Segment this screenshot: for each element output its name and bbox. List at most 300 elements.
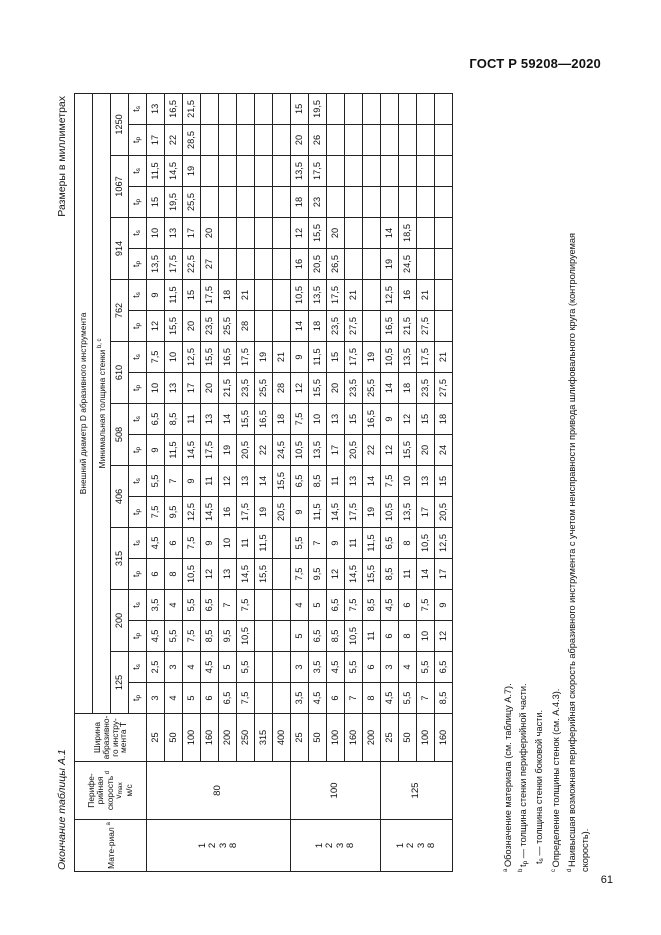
thickness-cell (417, 125, 435, 156)
thickness-cell: 11 (183, 404, 201, 435)
thickness-cell: 28 (273, 373, 291, 404)
ts-col-header (129, 404, 147, 435)
thickness-cell: 11,5 (363, 528, 381, 559)
width-cell: 250 (237, 714, 255, 762)
thickness-cell: 22 (255, 435, 273, 466)
material-code: 1 (314, 842, 326, 849)
tp-symbol: t (131, 264, 142, 268)
thickness-cell: 12 (381, 435, 399, 466)
thickness-cell: 4 (165, 590, 183, 621)
thickness-cell: 27,5 (345, 311, 363, 342)
thickness-cell (345, 125, 363, 156)
thickness-cell: 10 (147, 218, 165, 249)
thickness-cell (255, 125, 273, 156)
thickness-cell (345, 93, 363, 124)
thickness-cell: 15,5 (363, 559, 381, 590)
thickness-cell: 4,5 (147, 621, 165, 652)
material-code: 1 (395, 842, 407, 849)
thickness-cell: 11,5 (147, 156, 165, 187)
thickness-cell (273, 187, 291, 218)
thickness-cell: 6 (327, 683, 345, 714)
thickness-cell (381, 187, 399, 218)
thickness-cell: 10,5 (291, 435, 309, 466)
tp-symbol: t (131, 326, 142, 330)
thickness-cell: 6,5 (291, 466, 309, 497)
ts-symbol: t (131, 109, 142, 112)
material-cell (291, 820, 381, 872)
thickness-cell: 11 (345, 528, 363, 559)
thickness-cell: 12 (327, 559, 345, 590)
ts-col-header (129, 652, 147, 683)
thickness-cell (327, 125, 345, 156)
ts-col-header (129, 466, 147, 497)
thickness-cell: 8,5 (435, 683, 453, 714)
ts-col-header (129, 280, 147, 311)
width-cell: 25 (147, 714, 165, 762)
diameter-1067: 1067 (111, 156, 129, 218)
thickness-cell: 19 (255, 497, 273, 528)
thickness-cell: 13,5 (309, 435, 327, 466)
thickness-cell (417, 249, 435, 280)
data-table (74, 93, 453, 872)
thickness-cell: 7 (345, 683, 363, 714)
thickness-cell: 11,5 (165, 435, 183, 466)
thickness-cell: 15 (345, 404, 363, 435)
thickness-cell (237, 156, 255, 187)
thickness-cell (273, 559, 291, 590)
thickness-cell: 9,5 (219, 621, 237, 652)
tp-symbol: t (131, 202, 142, 206)
footnote-text: Определение толщины стенок (см. А.4.3). (551, 688, 562, 868)
thickness-cell: 15 (327, 342, 345, 373)
diameter-762: 762 (111, 280, 129, 342)
thickness-cell: 4,5 (147, 528, 165, 559)
thickness-cell: 23 (309, 187, 327, 218)
thickness-cell (255, 621, 273, 652)
thickness-cell: 12 (435, 621, 453, 652)
footnotes (500, 94, 592, 872)
thickness-cell: 21 (435, 342, 453, 373)
diameter-200: 200 (111, 590, 129, 652)
diameter-1250: 1250 (111, 93, 129, 155)
thickness-cell: 21,5 (399, 311, 417, 342)
thickness-cell: 15,5 (255, 559, 273, 590)
speed-subscript: max (117, 782, 125, 795)
ts-symbol: t (131, 295, 142, 298)
thickness-cell: 17 (327, 435, 345, 466)
tp-col-header (129, 125, 147, 156)
width-cell: 25 (381, 714, 399, 762)
thickness-cell: 9 (291, 497, 309, 528)
table-caption: Окончание таблицы А.1 (56, 749, 68, 870)
thickness-cell: 19 (381, 249, 399, 280)
thickness-cell: 14 (417, 559, 435, 590)
ts-col-header (129, 218, 147, 249)
thickness-cell: 4 (183, 652, 201, 683)
header-row-1 (75, 93, 93, 871)
thickness-cell (201, 187, 219, 218)
thickness-cell: 27,5 (417, 311, 435, 342)
thickness-cell (273, 280, 291, 311)
table-row (345, 93, 363, 871)
thickness-cell: 11,5 (255, 528, 273, 559)
thickness-cell (327, 187, 345, 218)
thickness-cell: 5,5 (417, 652, 435, 683)
ts-symbol: t (131, 667, 142, 670)
thickness-cell: 13 (165, 373, 183, 404)
tp-symbol: t (131, 636, 142, 640)
thickness-cell: 5,5 (237, 652, 255, 683)
thickness-cell: 6 (363, 652, 381, 683)
material-code: 2 (405, 842, 417, 849)
ts-col-header (129, 156, 147, 187)
tp-col-header (129, 373, 147, 404)
thickness-cell: 9 (147, 435, 165, 466)
thickness-cell: 14,5 (183, 435, 201, 466)
thickness-cell: 24 (435, 435, 453, 466)
thickness-cell: 4,5 (201, 652, 219, 683)
ts-subscript: s (135, 602, 143, 606)
thickness-cell: 20 (327, 373, 345, 404)
thickness-cell: 5 (309, 590, 327, 621)
width-cell: 50 (399, 714, 417, 762)
thickness-cell: 9,5 (165, 497, 183, 528)
thickness-cell: 16,5 (363, 404, 381, 435)
thickness-cell: 14 (381, 218, 399, 249)
thickness-cell: 11 (399, 559, 417, 590)
thickness-cell: 8 (399, 528, 417, 559)
table-row (273, 93, 291, 871)
thickness-cell: 8 (363, 683, 381, 714)
thickness-cell: 8,5 (309, 466, 327, 497)
thickness-cell: 14,5 (165, 156, 183, 187)
speed-label: Перифе-рийная скорость (85, 773, 115, 811)
thickness-cell: 22 (363, 435, 381, 466)
tp-subscript: p (135, 508, 143, 513)
thickness-cell: 5 (183, 683, 201, 714)
thickness-cell: 13 (345, 466, 363, 497)
thickness-cell (363, 218, 381, 249)
thickness-cell: 26,5 (327, 249, 345, 280)
table-row (309, 93, 327, 871)
thickness-cell: 14 (381, 373, 399, 404)
thickness-cell (273, 93, 291, 124)
thickness-cell: 18 (273, 404, 291, 435)
thickness-cell: 6 (381, 621, 399, 652)
thickness-cell (363, 125, 381, 156)
thickness-cell (399, 93, 417, 124)
thickness-cell: 9 (183, 466, 201, 497)
thickness-cell: 21 (273, 342, 291, 373)
thickness-cell: 15,5 (309, 373, 327, 404)
thickness-cell: 16 (291, 249, 309, 280)
diameter-406: 406 (111, 466, 129, 528)
thickness-cell: 7,5 (291, 404, 309, 435)
thickness-cell: 4,5 (381, 683, 399, 714)
ts-symbol: t (131, 233, 142, 236)
thickness-cell: 24,5 (273, 435, 291, 466)
thickness-cell: 15,5 (399, 435, 417, 466)
tp-subscript: p (135, 632, 143, 637)
thickness-cell: 8,5 (165, 404, 183, 435)
thickness-cell: 16,5 (219, 342, 237, 373)
width-cell: 160 (201, 714, 219, 762)
thickness-cell: 20,5 (309, 249, 327, 280)
thickness-cell: 10 (417, 621, 435, 652)
thickness-cell: 21,5 (219, 373, 237, 404)
thickness-cell: 9 (201, 528, 219, 559)
footnote-continuation: скорость). (580, 828, 591, 872)
thickness-cell (399, 187, 417, 218)
table-row (291, 93, 309, 871)
thickness-cell: 15,5 (237, 404, 255, 435)
thickness-cell: 8,5 (381, 559, 399, 590)
thickness-cell (345, 156, 363, 187)
thickness-cell (363, 93, 381, 124)
thickness-cell (273, 590, 291, 621)
thickness-cell: 15 (435, 466, 453, 497)
thickness-cell: 20,5 (345, 435, 363, 466)
material-code: 3 (415, 842, 427, 849)
thickness-cell: 17 (417, 497, 435, 528)
tp-subscript: p (135, 446, 143, 451)
thickness-cell: 17,5 (309, 156, 327, 187)
thickness-cell (417, 187, 435, 218)
thickness-cell: 10,5 (291, 280, 309, 311)
thickness-cell: 5,5 (291, 528, 309, 559)
thickness-cell: 5 (291, 621, 309, 652)
diameter-315: 315 (111, 528, 129, 590)
thickness-cell (273, 218, 291, 249)
thickness-cell (255, 93, 273, 124)
thickness-cell (345, 187, 363, 218)
tp-col-header (129, 497, 147, 528)
thickness-cell: 15 (291, 93, 309, 124)
thickness-cell: 4,5 (381, 590, 399, 621)
speed-cell: 80 (147, 762, 291, 820)
footnote-mark: d (566, 866, 573, 872)
thickness-cell (219, 249, 237, 280)
thickness-cell: 15 (417, 404, 435, 435)
thickness-cell: 3,5 (309, 652, 327, 683)
tp-col-header (129, 311, 147, 342)
thickness-cell: 16 (399, 280, 417, 311)
thickness-cell: 8,5 (201, 621, 219, 652)
page-number: 61 (600, 874, 613, 886)
table-row (417, 93, 435, 871)
thickness-cell: 15 (147, 187, 165, 218)
ts-symbol: t (131, 481, 142, 484)
thickness-cell: 7,5 (345, 590, 363, 621)
thickness-cell (201, 93, 219, 124)
thickness-cell: 12 (147, 311, 165, 342)
table-row (435, 93, 453, 871)
diameter-914: 914 (111, 218, 129, 280)
table-row (201, 93, 219, 871)
footnote (500, 94, 515, 872)
thickness-cell (417, 156, 435, 187)
thickness-cell: 25,5 (183, 187, 201, 218)
ts-subscript: s (135, 354, 143, 358)
thickness-cell: 12 (219, 466, 237, 497)
thickness-cell: 19 (363, 497, 381, 528)
standard-header: ГОСТ Р 59208—2020 (469, 56, 601, 71)
table-row (219, 93, 237, 871)
thickness-cell: 10 (147, 373, 165, 404)
ts-subscript: s (135, 292, 143, 296)
thickness-cell (201, 125, 219, 156)
thickness-cell: 4,5 (309, 683, 327, 714)
thickness-cell: 14,5 (201, 497, 219, 528)
thickness-cell: 7 (165, 466, 183, 497)
thickness-cell: 7 (309, 528, 327, 559)
thickness-cell: 16,5 (381, 311, 399, 342)
footnote-text: Обозначение материала (см. таблицу А.7). (503, 683, 513, 867)
thickness-cell: 27,5 (435, 373, 453, 404)
thickness-cell: 7,5 (237, 683, 255, 714)
speed-unit: м/с (124, 784, 135, 797)
thickness-cell: 22,5 (183, 249, 201, 280)
thickness-cell (255, 187, 273, 218)
thickness-cell: 6,5 (381, 528, 399, 559)
thickness-cell: 10,5 (381, 497, 399, 528)
diameter-610: 610 (111, 342, 129, 404)
table-row (183, 93, 201, 871)
thickness-cell (345, 249, 363, 280)
thickness-cell: 11,5 (165, 280, 183, 311)
thickness-cell: 17 (183, 218, 201, 249)
thickness-cell: 23,5 (417, 373, 435, 404)
width-cell: 200 (219, 714, 237, 762)
thickness-cell: 28 (237, 311, 255, 342)
thickness-cell: 6 (201, 683, 219, 714)
thickness-cell (255, 249, 273, 280)
ts-symbol: t (131, 419, 142, 422)
thickness-cell (417, 218, 435, 249)
thickness-cell: 19 (183, 156, 201, 187)
tp-symbol: t (131, 512, 142, 516)
thickness-cell: 17,5 (165, 249, 183, 280)
thickness-cell: 17,5 (201, 435, 219, 466)
thickness-cell: 5,5 (345, 652, 363, 683)
thickness-cell (273, 621, 291, 652)
thickness-cell (435, 311, 453, 342)
thickness-cell: 13 (327, 404, 345, 435)
thickness-cell: 24,5 (399, 249, 417, 280)
width-header: Ширина абразивно-го инстру-мента T (75, 714, 147, 762)
thickness-cell: 19,5 (309, 93, 327, 124)
thickness-cell (381, 93, 399, 124)
thickness-cell: 14 (363, 466, 381, 497)
footnote-mark: b (518, 866, 525, 872)
material-label: Мате-риал (105, 827, 116, 869)
outer-diameter-header: Внешний диаметр D абразивного инструмента (75, 93, 93, 713)
thickness-cell: 14 (255, 466, 273, 497)
thickness-cell: 11,5 (309, 342, 327, 373)
table-row (237, 93, 255, 871)
thickness-cell (327, 93, 345, 124)
footnote-symbol: t (518, 864, 529, 867)
thickness-cell (435, 125, 453, 156)
thickness-cell (435, 218, 453, 249)
thickness-cell: 15,5 (273, 466, 291, 497)
thickness-cell: 8,5 (363, 590, 381, 621)
thickness-cell: 19 (219, 435, 237, 466)
thickness-cell (255, 311, 273, 342)
width-cell: 160 (435, 714, 453, 762)
thickness-cell: 12 (291, 218, 309, 249)
table-row (363, 93, 381, 871)
thickness-cell: 13 (219, 559, 237, 590)
thickness-cell (327, 156, 345, 187)
thickness-cell: 12,5 (381, 280, 399, 311)
thickness-cell: 7,5 (183, 528, 201, 559)
thickness-cell (219, 187, 237, 218)
table-row (399, 93, 417, 871)
thickness-cell (219, 125, 237, 156)
thickness-cell (237, 93, 255, 124)
thickness-cell: 17,5 (201, 280, 219, 311)
thickness-cell (399, 125, 417, 156)
thickness-cell (273, 125, 291, 156)
tp-symbol: t (131, 574, 142, 578)
thickness-cell: 17 (183, 373, 201, 404)
material-code: 3 (217, 842, 229, 849)
thickness-cell: 22 (165, 125, 183, 156)
thickness-cell (435, 249, 453, 280)
thickness-cell: 20 (417, 435, 435, 466)
thickness-cell: 14 (219, 404, 237, 435)
thickness-cell: 7,5 (381, 466, 399, 497)
thickness-cell: 23,5 (327, 311, 345, 342)
thickness-cell: 20 (183, 311, 201, 342)
thickness-cell: 7,5 (291, 559, 309, 590)
footnote (548, 94, 563, 872)
thickness-cell: 10 (399, 466, 417, 497)
thickness-cell: 14,5 (345, 559, 363, 590)
ts-subscript: s (135, 416, 143, 420)
tp-col-header (129, 435, 147, 466)
thickness-cell: 8 (165, 559, 183, 590)
thickness-cell: 4 (399, 652, 417, 683)
thickness-cell: 2,5 (147, 652, 165, 683)
width-cell: 400 (273, 714, 291, 762)
width-cell: 100 (183, 714, 201, 762)
units-caption: Размеры в миллиметрах (56, 96, 68, 217)
thickness-cell: 12,5 (183, 497, 201, 528)
thickness-cell: 6 (399, 590, 417, 621)
thickness-cell: 3 (291, 652, 309, 683)
thickness-cell: 21 (237, 280, 255, 311)
thickness-cell (273, 311, 291, 342)
tp-symbol: t (131, 140, 142, 144)
ts-subscript: s (135, 230, 143, 234)
min-wall-label: Минимальная толщина стенки (96, 349, 107, 469)
thickness-cell (255, 590, 273, 621)
thickness-cell: 13,5 (147, 249, 165, 280)
rotated-page-content (56, 94, 591, 872)
thickness-cell: 3 (165, 652, 183, 683)
thickness-cell: 18 (219, 280, 237, 311)
diameter-125: 125 (111, 652, 129, 714)
thickness-cell: 12 (201, 559, 219, 590)
thickness-cell: 14,5 (327, 497, 345, 528)
thickness-cell: 17,5 (237, 342, 255, 373)
thickness-cell (435, 187, 453, 218)
thickness-cell (435, 93, 453, 124)
thickness-cell (363, 249, 381, 280)
material-code: 8 (344, 842, 356, 849)
